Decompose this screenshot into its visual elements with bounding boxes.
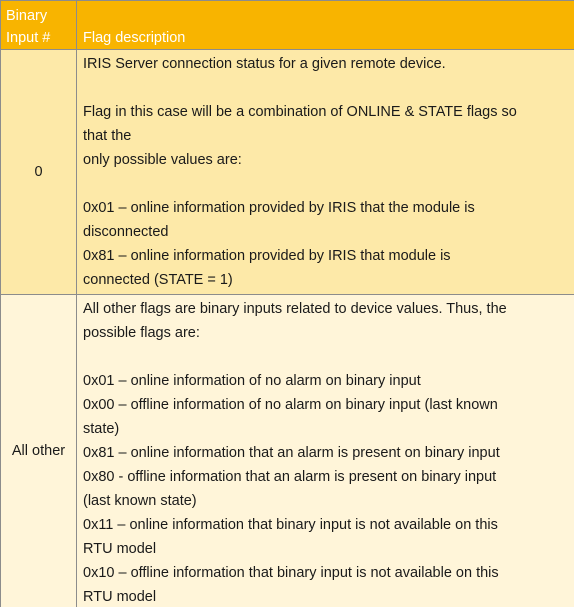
row-1-line: 0x80 - offline information that an alarm is present on binary input <box>83 469 497 485</box>
row-1-line: 0x81 – online information that an alarm is present on binary input <box>83 445 500 461</box>
row-0-input-cell <box>1 50 76 294</box>
row-1-line: RTU model <box>83 589 157 605</box>
header-binary-input-line2: Input # <box>6 30 51 46</box>
header-row-divider <box>1 49 573 50</box>
row-1-line: (last known state) <box>83 493 197 509</box>
row-0-line: IRIS Server connection status for a given remote device. <box>83 56 446 72</box>
row-1-input: All other <box>11 443 66 459</box>
header-flag-description-label: Flag description <box>83 30 186 46</box>
header-flag-description <box>77 1 574 49</box>
row-0-input: 0 <box>34 164 43 180</box>
row-1-line: 0x00 – offline information of no alarm on binary input (last known <box>83 397 498 413</box>
row-1-input-cell <box>1 295 76 607</box>
row-0-line: only possible values are: <box>83 152 242 168</box>
row-0-description <box>77 50 574 294</box>
row-0-line: that the <box>83 128 132 144</box>
row-0-blank-line <box>83 76 566 100</box>
row-1-line: 0x01 – online information of no alarm on binary input <box>83 373 421 389</box>
header-binary-input <box>1 1 76 49</box>
row-1-line: possible flags are: <box>83 325 200 341</box>
row-1-line: 0x10 – offline information that binary input is not available on this <box>83 565 499 581</box>
row-0-line: 0x01 – online information provided by IRIS that the module is <box>83 200 475 216</box>
row-0-line: connected (STATE = 1) <box>83 272 233 288</box>
row-0-line: disconnected <box>83 224 169 240</box>
row-1-line: RTU model <box>83 541 157 557</box>
row-0-line: 0x81 – online information provided by IRIS that module is <box>83 248 451 264</box>
column-divider <box>76 1 77 606</box>
row-1-line: All other flags are binary inputs related to device values. Thus, the <box>83 301 507 317</box>
header-binary-input-line1: Binary <box>6 8 48 24</box>
row-1-blank-line <box>83 345 566 369</box>
row-0-line: Flag in this case will be a combination of ONLINE & STATE flags so <box>83 104 517 120</box>
row-1-line: state) <box>83 421 120 437</box>
row-1-line: 0x11 – online information that binary input is not available on this <box>83 517 498 533</box>
row-1-description <box>77 295 574 607</box>
row-divider <box>1 294 573 295</box>
row-0-blank-line <box>83 172 566 196</box>
